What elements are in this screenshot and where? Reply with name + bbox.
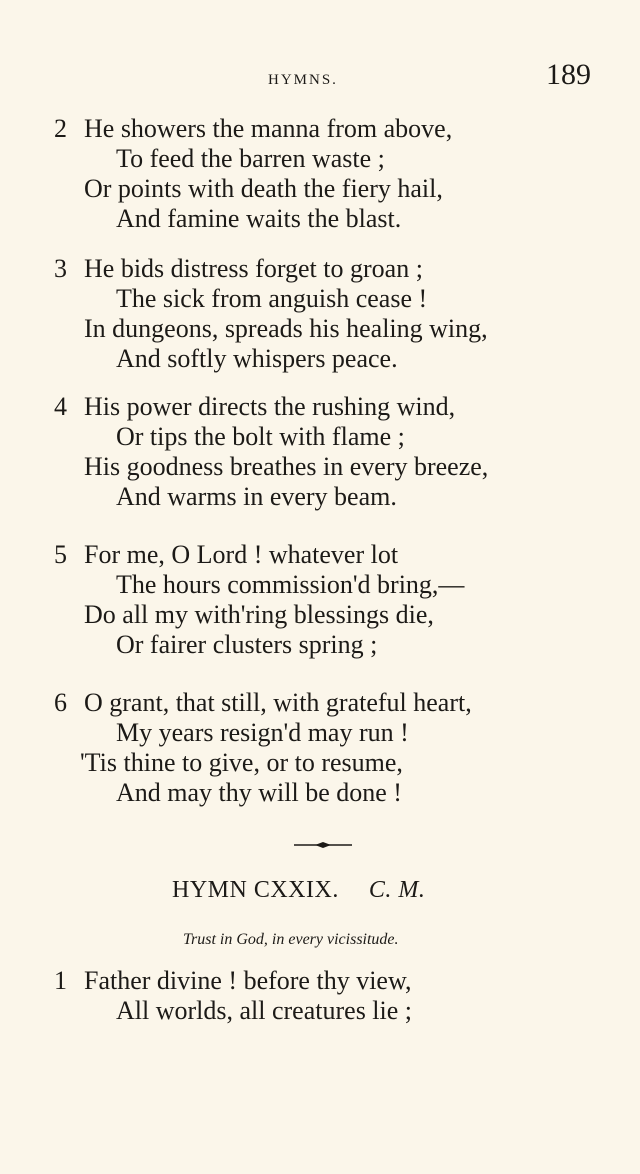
verse-line: 'Tis thine to give, or to resume, xyxy=(80,748,403,777)
verse-line: In dungeons, spreads his healing wing, xyxy=(84,314,488,343)
hymn-title: HYMN CXXIX. xyxy=(172,877,339,903)
verse-line: O grant, that still, with grateful heart, xyxy=(84,688,472,717)
running-head: HYMNS. xyxy=(268,72,338,88)
page-number: 189 xyxy=(546,58,591,91)
verse-line: Or points with death the fiery hail, xyxy=(84,174,443,203)
verse-line: He showers the manna from above, xyxy=(84,114,453,143)
verse-line: Or fairer clusters spring ; xyxy=(116,630,378,659)
verse-line: The hours commission'd bring,— xyxy=(116,570,465,599)
verse-line: Father divine ! before thy view, xyxy=(84,966,412,995)
verse-line: My years resign'd may run ! xyxy=(116,718,409,747)
verse-line: Do all my with'ring blessings die, xyxy=(84,600,434,629)
verse-line: To feed the barren waste ; xyxy=(116,144,385,173)
hymn-meter: C. M. xyxy=(368,877,426,903)
stanza-number: 2 xyxy=(54,114,67,143)
verse-line: And famine waits the blast. xyxy=(116,204,402,233)
ornament-divider-icon xyxy=(294,840,352,850)
hymn-subtitle: Trust in God, in every vicissitude. xyxy=(183,931,399,948)
verse-line: And softly whispers peace. xyxy=(116,344,398,373)
stanza-number: 6 xyxy=(54,688,67,717)
verse-line: And may thy will be done ! xyxy=(116,778,402,807)
verse-line: His goodness breathes in every breeze, xyxy=(84,452,489,481)
hymn-heading xyxy=(172,877,425,904)
stanza-number: 3 xyxy=(54,254,67,283)
verse-line: For me, O Lord ! whatever lot xyxy=(84,540,399,569)
stanza-number: 1 xyxy=(54,966,67,995)
verse-line: All worlds, all creatures lie ; xyxy=(116,996,413,1025)
stanza-number: 5 xyxy=(54,540,67,569)
verse-line: He bids distress forget to groan ; xyxy=(84,254,423,283)
verse-line: Or tips the bolt with flame ; xyxy=(116,422,405,451)
verse-line: His power directs the rushing wind, xyxy=(84,392,456,421)
verse-line: The sick from anguish cease ! xyxy=(116,284,428,313)
verse-line: And warms in every beam. xyxy=(116,482,397,511)
stanza-number: 4 xyxy=(54,392,67,421)
